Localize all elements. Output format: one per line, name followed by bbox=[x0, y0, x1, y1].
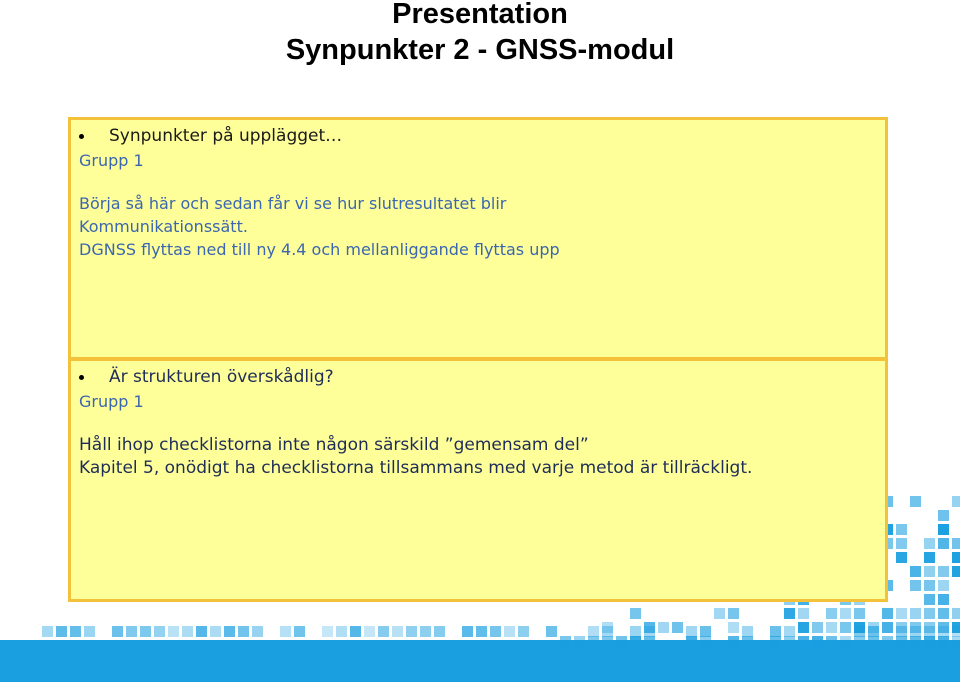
pixel-square bbox=[504, 626, 515, 637]
pixel-square bbox=[938, 636, 949, 647]
pixel-square bbox=[924, 626, 935, 637]
pixel-square bbox=[546, 626, 557, 637]
pixel-square bbox=[322, 626, 333, 637]
pixel-square bbox=[826, 608, 837, 619]
pixel-square bbox=[644, 626, 655, 637]
pixel-square bbox=[910, 622, 921, 633]
pixel-square bbox=[854, 622, 865, 633]
pixel-square bbox=[84, 626, 95, 637]
pixel-square bbox=[392, 626, 403, 637]
pixel-square bbox=[420, 626, 431, 637]
comment-line: Håll ihop checklistorna inte någon särskild ”gemensam del” bbox=[79, 435, 589, 455]
pixel-square bbox=[336, 626, 347, 637]
pixel-square bbox=[644, 622, 655, 633]
pixel-square bbox=[826, 636, 837, 647]
pixel-square bbox=[168, 626, 179, 637]
pixel-square bbox=[56, 626, 67, 637]
pixel-square bbox=[798, 608, 809, 619]
pixel-square bbox=[938, 622, 949, 633]
pixel-square bbox=[518, 626, 529, 637]
group-label: Grupp 1 bbox=[79, 151, 144, 170]
pixel-square bbox=[854, 626, 865, 637]
comment-line: Kapitel 5, onödigt ha checklistorna tillsammans med varje metod är tillräckligt. bbox=[79, 458, 753, 478]
pixel-square bbox=[434, 626, 445, 637]
comment-line: DGNSS flyttas ned till ny 4.4 och mellanliggande flyttas upp bbox=[79, 240, 560, 259]
pixel-square bbox=[882, 636, 893, 647]
pixel-square bbox=[630, 608, 641, 619]
page-subtitle: Synpunkter 2 - GNSS-modul bbox=[285, 34, 675, 66]
pixel-square bbox=[938, 538, 949, 549]
pixel-square bbox=[770, 626, 781, 637]
pixel-square bbox=[854, 608, 865, 619]
pixel-square bbox=[196, 626, 207, 637]
pixel-square bbox=[294, 626, 305, 637]
pixel-square bbox=[924, 538, 935, 549]
pixel-square bbox=[602, 622, 613, 633]
pixel-square bbox=[406, 626, 417, 637]
pixel-square bbox=[840, 636, 851, 647]
pixel-square bbox=[952, 608, 960, 619]
pixel-square bbox=[812, 636, 823, 647]
pixel-square bbox=[896, 552, 907, 563]
pixel-square bbox=[378, 626, 389, 637]
pixel-square bbox=[840, 608, 851, 619]
group-label: Grupp 1 bbox=[79, 392, 144, 411]
pixel-square bbox=[910, 566, 921, 577]
bullet-dot-icon bbox=[79, 134, 84, 139]
pixel-square bbox=[686, 636, 697, 647]
pixel-square bbox=[798, 622, 809, 633]
pixel-square bbox=[896, 608, 907, 619]
pixel-square bbox=[924, 580, 935, 591]
pixel-square bbox=[742, 626, 753, 637]
pixel-square bbox=[924, 636, 935, 647]
pixel-square bbox=[672, 622, 683, 633]
pixel-square bbox=[952, 626, 960, 637]
pixel-square bbox=[476, 626, 487, 637]
pixel-square bbox=[574, 636, 585, 647]
pixel-square bbox=[868, 626, 879, 637]
pixel-square bbox=[924, 594, 935, 605]
pixel-square bbox=[602, 626, 613, 637]
pixel-square bbox=[910, 636, 921, 647]
pixel-square bbox=[826, 622, 837, 633]
pixel-square bbox=[602, 636, 613, 647]
pixel-square bbox=[840, 622, 851, 633]
pixel-square bbox=[868, 636, 879, 647]
pixel-square bbox=[686, 626, 697, 637]
pixel-square bbox=[490, 626, 501, 637]
pixel-square bbox=[798, 636, 809, 647]
pixel-square bbox=[784, 608, 795, 619]
pixel-square bbox=[952, 566, 960, 577]
pixel-square bbox=[364, 626, 375, 637]
pixel-square bbox=[924, 622, 935, 633]
comment-line: Kommunikationssätt. bbox=[79, 217, 248, 236]
pixel-square bbox=[728, 636, 739, 647]
pixel-square bbox=[896, 622, 907, 633]
pixel-square bbox=[910, 608, 921, 619]
pixel-square bbox=[658, 622, 669, 633]
pixel-square bbox=[630, 636, 641, 647]
pixel-square bbox=[700, 636, 711, 647]
pixel-square bbox=[784, 636, 795, 647]
pixel-square bbox=[924, 552, 935, 563]
feedback-box-layout bbox=[68, 117, 888, 360]
pixel-square bbox=[112, 626, 123, 637]
comment-line: Börja så här och sedan får vi se hur slutresultatet blir bbox=[79, 194, 507, 213]
pixel-square bbox=[280, 626, 291, 637]
pixel-square bbox=[896, 538, 907, 549]
pixel-square bbox=[896, 626, 907, 637]
pixel-square bbox=[728, 622, 739, 633]
pixel-square bbox=[210, 626, 221, 637]
pixel-square bbox=[910, 496, 921, 507]
pixel-square bbox=[42, 626, 53, 637]
pixel-square bbox=[896, 636, 907, 647]
pixel-square bbox=[938, 580, 949, 591]
pixel-square bbox=[938, 594, 949, 605]
pixel-square bbox=[868, 622, 879, 633]
pixel-square bbox=[952, 552, 960, 563]
pixel-square bbox=[462, 626, 473, 637]
pixel-square bbox=[588, 636, 599, 647]
feedback-box-structure bbox=[68, 358, 888, 602]
pixel-square bbox=[154, 626, 165, 637]
pixel-square bbox=[224, 626, 235, 637]
bullet-dot-icon bbox=[79, 375, 84, 380]
pixel-square bbox=[560, 636, 571, 647]
pixel-square bbox=[630, 626, 641, 637]
pixel-square bbox=[812, 622, 823, 633]
pixel-square bbox=[952, 622, 960, 633]
pixel-square bbox=[616, 636, 627, 647]
pixel-square bbox=[126, 626, 137, 637]
pixel-square bbox=[644, 636, 655, 647]
bullet-text: Är strukturen överskådlig? bbox=[109, 367, 334, 387]
pixel-square bbox=[910, 580, 921, 591]
pixel-square bbox=[252, 626, 263, 637]
pixel-square bbox=[910, 626, 921, 637]
pixel-square bbox=[238, 626, 249, 637]
page-title: Presentation bbox=[392, 0, 568, 30]
pixel-square bbox=[770, 636, 781, 647]
pixel-square bbox=[714, 608, 725, 619]
pixel-square bbox=[952, 538, 960, 549]
pixel-square bbox=[742, 636, 753, 647]
pixel-square bbox=[784, 626, 795, 637]
pixel-square bbox=[882, 608, 893, 619]
pixel-square bbox=[700, 626, 711, 637]
pixel-square bbox=[938, 524, 949, 535]
pixel-square bbox=[924, 608, 935, 619]
pixel-square bbox=[952, 496, 960, 507]
bullet-text: Synpunkter på upplägget… bbox=[109, 126, 343, 146]
pixel-square bbox=[882, 622, 893, 633]
pixel-square bbox=[938, 608, 949, 619]
pixel-square bbox=[938, 510, 949, 521]
pixel-square bbox=[350, 626, 361, 637]
pixel-square bbox=[854, 636, 865, 647]
pixel-square bbox=[182, 626, 193, 637]
pixel-square bbox=[140, 626, 151, 637]
pixel-square bbox=[924, 566, 935, 577]
pixel-square bbox=[70, 626, 81, 637]
pixel-square bbox=[728, 608, 739, 619]
pixel-square bbox=[938, 566, 949, 577]
pixel-square bbox=[938, 626, 949, 637]
pixel-square bbox=[896, 524, 907, 535]
pixel-square bbox=[952, 636, 960, 647]
pixel-square bbox=[588, 626, 599, 637]
